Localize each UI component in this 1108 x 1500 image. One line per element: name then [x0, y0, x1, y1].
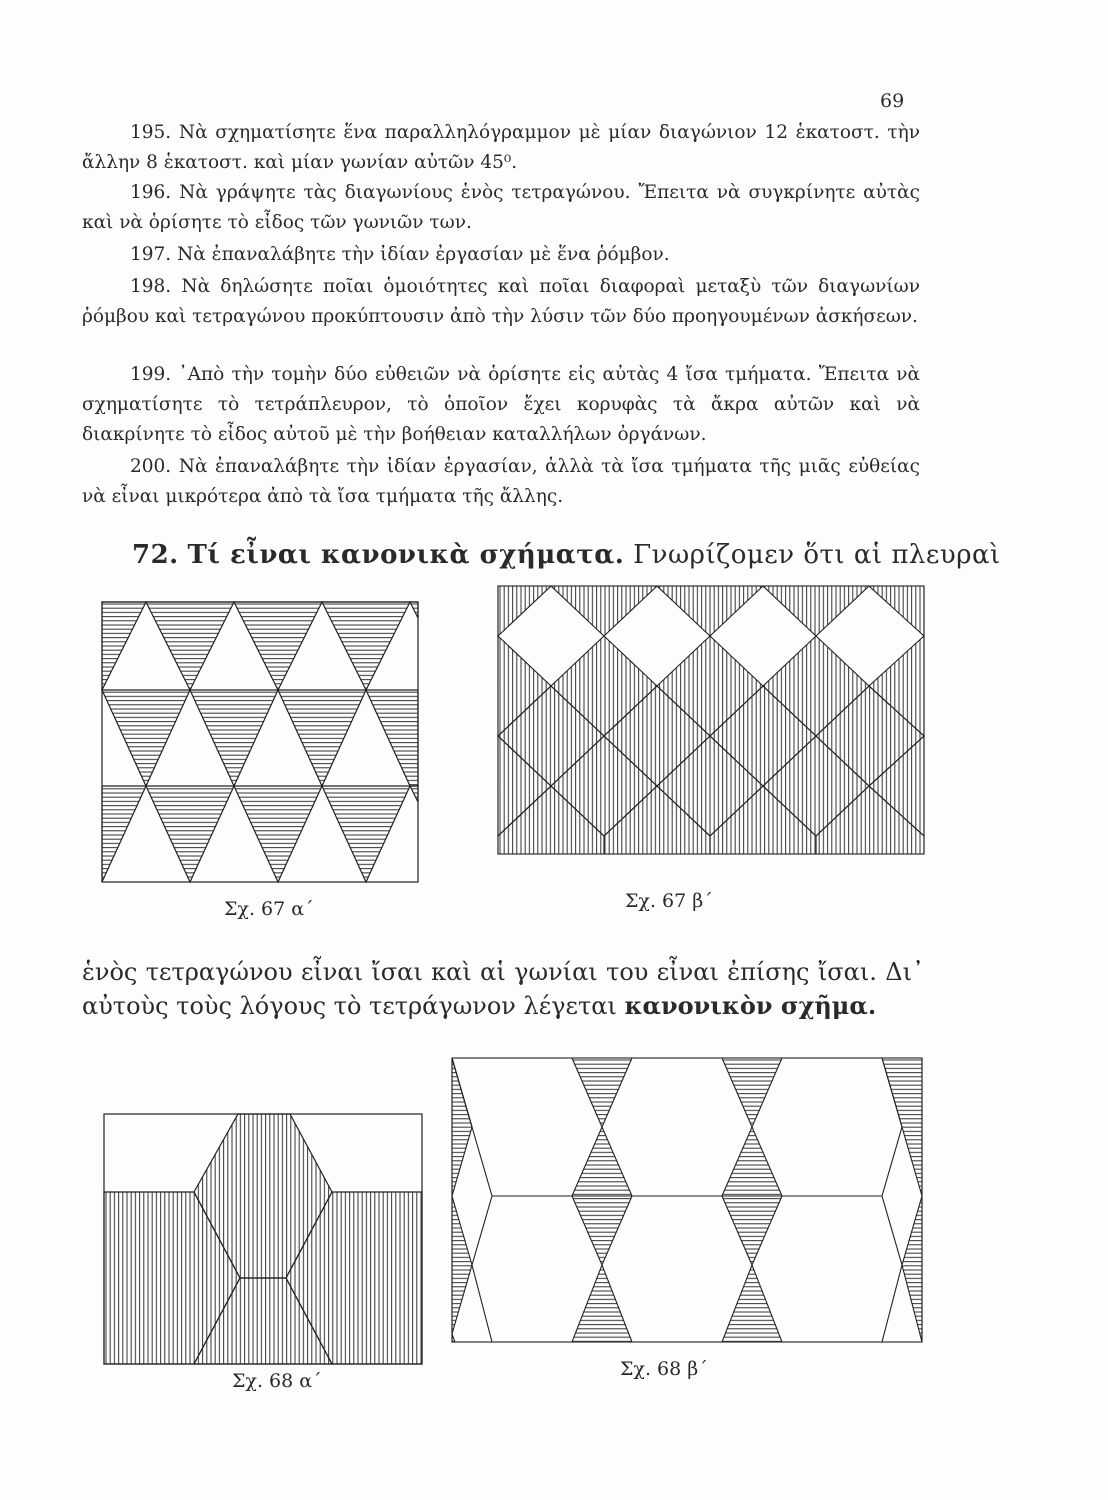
exercise-number: 196.: [130, 182, 172, 203]
exercise-number: 197.: [130, 244, 172, 265]
bold-term: κανονικὸν σχῆμα.: [624, 991, 877, 1020]
figure-68b-hexagon-triangle-tiling: [452, 1058, 922, 1342]
continuation-paragraph: [82, 955, 924, 1023]
section-title: Τί εἶναι κανονικὰ σχήματα.: [187, 540, 625, 570]
exercise-text: Νὰ γράψητε τὰς διαγωνίους ἑνὸς τετραγώνου. Ἔπειτα νὰ συγκρίνητε αὐτὰς καὶ νὰ ὁρίσητε τὸ εἶδος τῶν γωνιῶν των.: [82, 182, 920, 233]
figure-caption-67b: Σχ. 67 β΄: [625, 890, 713, 912]
exercise-text: Νὰ ἐπαναλάβητε τὴν ἰδίαν ἐργασίαν, ἀλλὰ τὰ ἴσα τμήματα τῆς μιᾶς εὐθείας νὰ εἶναι μικρότερα ἀπὸ τὰ ἴσα τμήματα τῆς ἄλλης.: [82, 456, 920, 507]
exercise-text: Νὰ σχηματίσητε ἕνα παραλληλόγραμμον μὲ μίαν διαγώνιον 12 ἑκατοστ. τὴν ἄλλην 8 ἑκατοστ. καὶ μίαν γωνίαν αὐτῶν 45⁰.: [82, 122, 920, 173]
exercise-197: [82, 240, 920, 270]
page-number: 69: [880, 90, 905, 112]
figure-67b-rhombus-tiling: [498, 586, 924, 854]
exercise-200: [82, 452, 920, 512]
figure-caption-67a: Σχ. 67 α΄: [224, 898, 314, 920]
exercise-number: 199.: [130, 364, 172, 385]
exercise-196: [82, 178, 920, 238]
exercise-198: [82, 272, 920, 332]
figure-68a-hexagon-tiling: [104, 1114, 422, 1364]
section-intro: Γνωρίζομεν ὅτι αἱ πλευραὶ: [633, 540, 1001, 570]
exercise-text: Νὰ ἐπαναλάβητε τὴν ἰδίαν ἐργασίαν μὲ ἕνα ῥόμβον.: [177, 244, 670, 265]
figure-caption-68b: Σχ. 68 β΄: [620, 1358, 708, 1380]
exercise-text: ᾿Απὸ τὴν τομὴν δύο εὐθειῶν νὰ ὁρίσητε εἰς αὐτὰς 4 ἴσα τμήματα. Ἔπειτα νὰ σχηματίσητε τὸ τετράπλευρον, τὸ ὁποῖον ἔχει κορυφὰς τὰ ἄκρα αὐτῶν καὶ νὰ διακρίνητε τὸ εἶδος αὐτοῦ μὲ τὴν βοήθειαν καταλλήλων ὀργάνων.: [82, 364, 920, 445]
exercise-text: Νὰ δηλώσητε ποῖαι ὁμοιότητες καὶ ποῖαι διαφοραὶ μεταξὺ τῶν διαγωνίων ῥόμβου καὶ τετραγώνου προκύπτουσιν ἀπὸ τὴν λύσιν τῶν δύο προηγουμένων ἀσκήσεων.: [82, 276, 920, 327]
exercise-number: 195.: [130, 122, 172, 143]
exercise-195: [82, 118, 920, 178]
section-number: 72.: [132, 540, 179, 570]
exercise-199: [82, 360, 920, 450]
exercise-number: 198.: [130, 276, 172, 297]
figure-67a-triangle-tiling: [102, 602, 418, 882]
exercise-number: 200.: [130, 456, 172, 477]
section-heading: [132, 540, 1001, 570]
continuation-text: ἑνὸς τετραγώνου εἶναι ἴσαι καὶ αἱ γωνίαι του εἶναι ἐπίσης ἴσαι. Δι᾿ αὐτοὺς τοὺς λόγους τὸ τετράγωνον λέγεται: [82, 958, 924, 1020]
figure-caption-68a: Σχ. 68 α΄: [232, 1370, 322, 1392]
